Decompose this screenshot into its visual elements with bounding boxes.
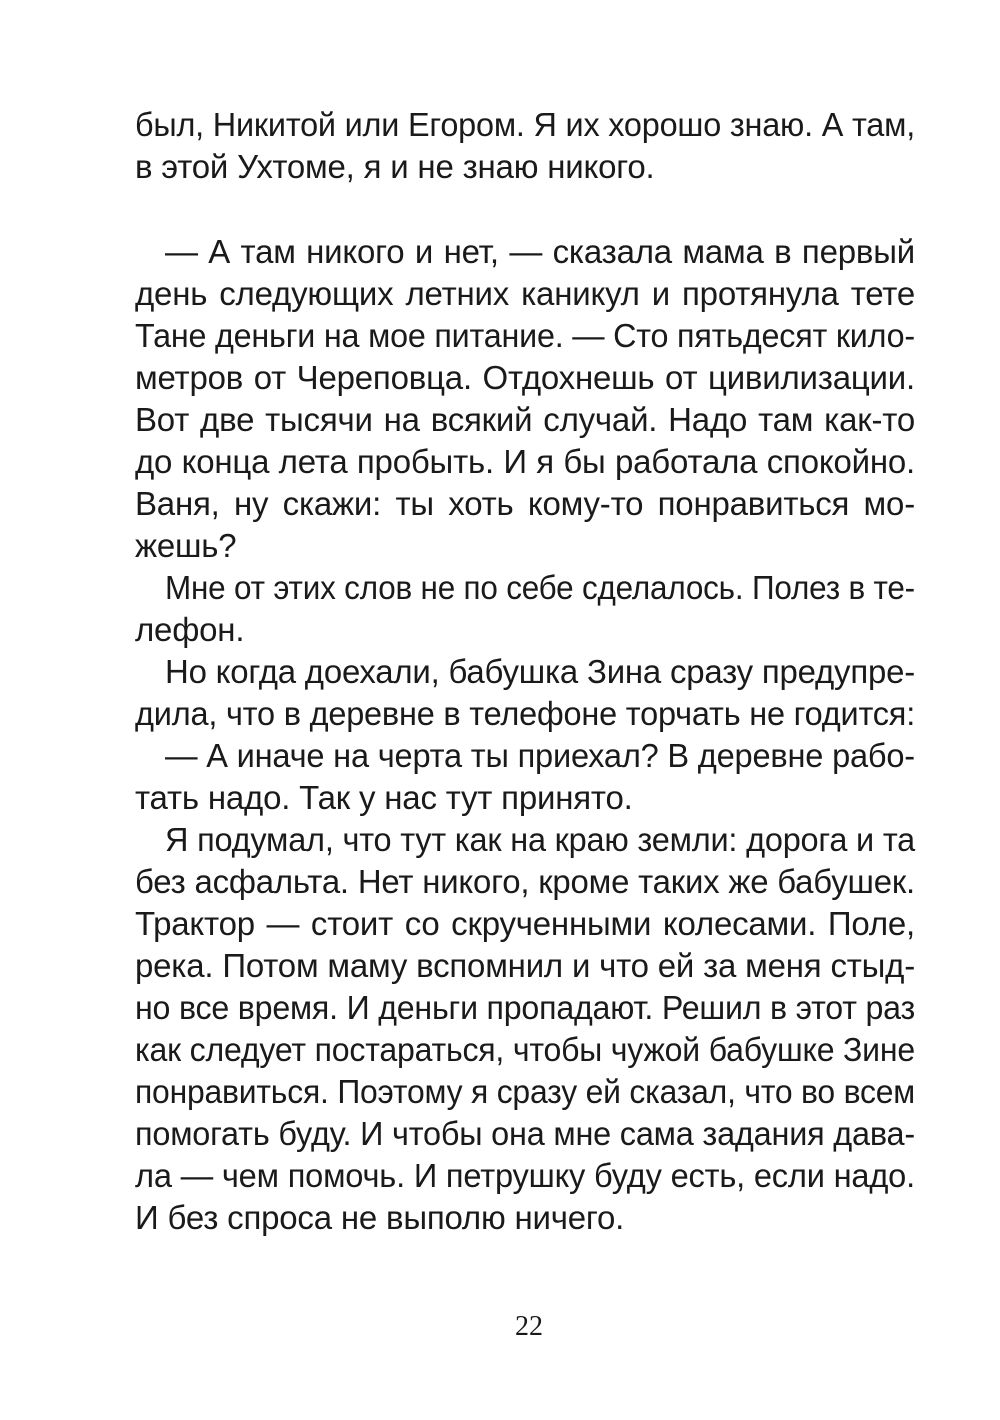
text-line: как следует постараться, чтобы чужой бабушке Зине <box>135 1031 916 1068</box>
text-line: Мне от этих слов не по себе сделалось. Полез в те- <box>165 569 915 606</box>
text-line: жешь? <box>135 527 237 564</box>
text-line: тать надо. Так у нас тут принято. <box>135 779 633 816</box>
text-line: понравиться. Поэтому я сразу ей сказал, что во всем <box>135 1073 915 1110</box>
text-line: дила, что в деревне в телефоне торчать не годится: <box>135 695 916 732</box>
text-line: без асфальта. Нет никого, кроме таких же бабушек. <box>135 863 915 900</box>
text-line: до конца лета пробыть. И я бы работала спокойно. <box>135 443 915 480</box>
text-line: в этой Ухтоме, я и не знаю никого. <box>135 148 655 185</box>
text-line: Ваня, ну скажи: ты хоть кому-то понравиться мо- <box>135 485 915 522</box>
text-line: но все время. И деньги пропадают. Решил в этот раз <box>135 989 916 1026</box>
text-line: Трактор — стоит со скрученными колесами. Поле, <box>135 905 915 942</box>
text-line: лефон. <box>135 611 245 648</box>
text-line: Вот две тысячи на всякий случай. Надо там как-то <box>135 401 915 438</box>
text-line: ла — чем помочь. И петрушку буду есть, если надо. <box>135 1157 915 1194</box>
page-number: 22 <box>515 1311 543 1342</box>
text-line: Но когда доехали, бабушка Зина сразу предупре- <box>165 653 916 690</box>
text-line: — А там никого и нет, — сказала мама в первый <box>165 233 915 270</box>
text-line: И без спроса не выполю ничего. <box>135 1199 625 1236</box>
text-line: — А иначе на черта ты приехал? В деревне рабо- <box>165 737 915 774</box>
text-line: день следующих летних каникул и протянула тете <box>135 275 915 312</box>
text-line: Я подумал, что тут как на краю земли: дорога и та <box>165 821 916 858</box>
text-line: Тане деньги на мое питание. — Сто пятьдесят кило- <box>135 317 915 354</box>
text-line: метров от Череповца. Отдохнешь от цивилизации. <box>135 359 915 396</box>
text-line: был, Никитой или Егором. Я их хорошо знаю. А там, <box>135 106 916 143</box>
text-line: река. Потом маму вспомнил и что ей за меня стыд- <box>135 947 916 984</box>
text-line: помогать буду. И чтобы она мне сама задания дава- <box>135 1115 915 1152</box>
